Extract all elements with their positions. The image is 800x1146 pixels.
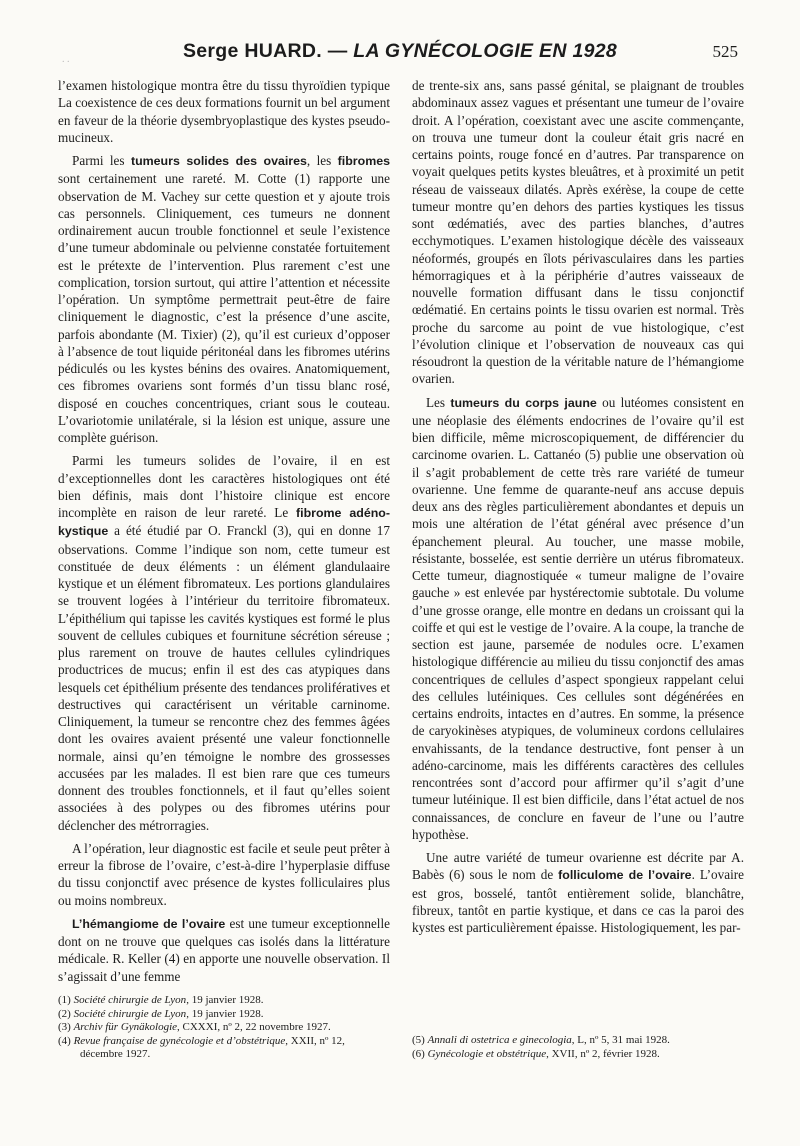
footnotes-left: [58, 994, 390, 1062]
footnote: (4) Revue française de gynécologie et d’obstétrique, XXII, nº 12, décembre 1927.: [58, 1034, 345, 1061]
footnotes-right: [412, 1034, 744, 1061]
paragraph: Une autre variété de tumeur ovarienne est décrite par A. Babès (6) sous le nom de folliculome de l’ovaire. L’ovaire est gros, bosselé, tantôt entièrement solide, blanchâtre, fibreux, tantôt en partie kystique, et dans ce cas la paroi des kystes est particulièrement épaisse. Histologiquement, les par-: [412, 850, 745, 935]
running-title: [0, 40, 800, 63]
footnote: (1) Société chirurgie de Lyon, 19 janvier 1928.: [58, 994, 264, 1006]
left-column: [58, 77, 390, 985]
paragraph: Parmi les tumeurs solides de l’ovaire, il en est d’exceptionnelles dont les caractères histologiques ont été bien définis, mais dont l’histoire clinique est encore incomplète en raison de leur rareté. Le fibrome adéno-kystique a été étudié par O. Franckl (3), qui en donne 17 observations. Comme l’indique son nom, cette tumeur est constituée de deux éléments : un élément glandulaaire kystique et un élément fibromateux. Les portions glandulaires se trouvent logées à l’intérieur du territoire fibromateux. L’épithélium qui tapisse les cavités kystiques est formé le plus souvent de cellules cubiques et fournitune sécrétion séreuse ; plus rarement on trouve de hautes cellules cylindriques productrices de mucus; enfin il est des cas atypiques dans lesquels cet épithélium présente des tendances prolifératives et destructives qui caractérisent un véritable carninome. Cliniquement, la tumeur se rencontre chez des femmes âgées dont les ovaires avaient présenté une valeur fonctionnelle normale, ainsi qu’en témoigne le nombre des grossesses accusées par les malades. Il est bien rare que ces tumeurs donnent des troubles fonctionnels, et il faut qu’elles soient associées à des polypes ou des fibromes utérins pour déclencher des métrorragies.: [58, 453, 390, 833]
bold-term: fibrome adéno-kystique: [58, 506, 390, 539]
footnote: (6) Gynécologie et obstétrique, XVII, nº 2, février 1928.: [412, 1047, 660, 1060]
footnote: (2) Société chirurgie de Lyon, 19 janvier 1928.: [58, 1007, 264, 1020]
paragraph: de trente-six ans, sans passé génital, se plaignant de troubles abdominaux assez vagues et présentant une tumeur de l’ovaire droit. A l’opération, coexistant avec une ascite commençante, on trouva une tumeur dont la couleur était gris nacré en certains points, rouge foncé en d’autres. Par transparence on voyait quelques petits kystes bleuâtres, et à proximité un petit réseau de vaisseaux dilatés. Après exérèse, la coupe de cette tumeur montre qu’en dehors des parties kystiques les tissus sont œdématiés, avec des parties blanches, d’autres ecchymotiques. L’examen histologique décèle des vaisseaux néoformés, groupés en îlots périvasculaires dans les parties hémorragiques et à la périphérie d’autres vaisseaux de nouvelle formation diffusant dans le tissu conjonctif œdématié. En certains points le tissu ovarien est normal. Très proche du sarcome au point de vue histologique, c’est l’évolution clinique et l’observation de nouveaux cas qui résoudront la question de la véritable nature de l’hémangiome ovarien.: [412, 78, 744, 387]
bold-term: fibromes: [337, 154, 390, 168]
bold-term: tumeurs du corps jaune: [450, 395, 597, 410]
page-number: 525: [712, 42, 738, 61]
bold-term: tumeurs solides des ovaires: [130, 154, 307, 168]
footnote: (3) Archiv für Gynäkologie, CXXXI, nº 2, 22 novembre 1927.: [58, 1021, 331, 1034]
bold-term: L’hémangiome de l’ovaire: [72, 916, 226, 931]
paragraph: L’hémangiome de l’ovaire est une tumeur exceptionnelle dont on ne trouve que quelques cas isolés dans la littérature médicale. R. Keller (4) en apporte une nouvelle observation. Il s’agissait d’une femme: [58, 915, 390, 984]
paragraph: l’examen histologique montra être du tissu thyroïdien typique La coexistence de ces deux formations fournit un bel argument en faveur de la théorie dysembryoplastique des kystes pseudo-mucineux.: [58, 78, 390, 145]
header-separator: —: [322, 40, 354, 62]
header-journal-title: LA GYNÉCOLOGIE EN 1928: [353, 40, 618, 62]
paragraph: Les tumeurs du corps jaune ou lutéomes consistent en une néoplasie des éléments endocrines de l’ovaire qu’il est bien difficile, même microscopiquement, de différencier du carcinome ovarien. L. Cattanéo (5) publie une observation où il s’agit probablement de cette très rare variété de tumeur ovarienne. Une femme de quarante-neuf ans accuse depuis deux ans des règles particulièrement abondantes et depuis un mois une altération de l’état général avec présence d’un épanchement pleural. Au toucher, une masse mobile, résistante, bosselée, est sentie derrière un utérus fibromateux. Cette tumeur, diagnostiquée « tumeur maligne de l’ovaire gauche » est enlevée par hystérectomie subtotale. Du volume d’une grosse orange, elle montre en dedans un croissant qui la coiffe et qui est le vestige de l’ovaire. A la coupe, la tranche de section est jaune, parsemée de nodules ocre. L’examen histologique différencie au milieu du tissu conjonctif des amas concentriques de cellules d’aspect spongieux rappelant celui des cellules lutéiniques. Ces cellules sont dégénérées en certains endroits, intactes en d’autres. En somme, la présence de caryokinèses atypiques, de volumineux cordons cellulaires envahissants, de la tendance destructive, font penser à un adéno-carcinome, mais les différents caractères des cellules rencontrées sont d’accord pour affirmer qu’il s’agit d’une tumeur lutéinique. Il est bien difficile, dans l’état actuel de nos connaissances, de conclure en faveur de l’une ou l’autre hypothèse.: [412, 394, 744, 842]
bold-term: folliculome de l’ovaire: [558, 868, 692, 883]
page-header: [0, 40, 800, 70]
paragraph: A l’opération, leur diagnostic est facile et seule peut prêter à erreur la fibrose de l’ovaire, c’est-à-dire l’hyperplasie diffuse du tissu conjonctif avec présence de kystes folliculaires plus ou moins nombreux.: [58, 840, 390, 908]
header-dots: . .: [62, 54, 70, 65]
header-author: Serge HUARD.: [182, 40, 322, 62]
paragraph: Parmi les tumeurs solides des ovaires, les fibromes sont certainement une rareté. M. Cotte (1) rapporte une observation de M. Vachey sur cette question et y ajoute trois cas personnels. Cliniquement, ces tumeurs ne donnent ordinairement aucun trouble fonctionnel et seule l’existence d’une tumeur abdominale ou pelvienne constatée fortuitement est le prétexte de l’intervention. Plus rarement c’est une complication, torsion surtout, qui attire l’attention et nécessite l’opération. Un symptôme permettrait peut-être de faire cliniquement le diagnostic, c’est la présence d’une ascite, parfois abondante (M. Tixier) (2), qu’il est curieux d’opposer à l’absence de tout liquide péritonéal dans les fibromes utérins pédiculés ou les kystes bénins des ovaires. Anatomiquement, ces fibromes ovariens sont formés d’un tissu blanc rosé, disposé en couches concentriques, criant sous le couteau. L’ovariotomie unilatérale, si la lésion est unique, assure une complète guérison.: [58, 153, 390, 445]
footnote: (5) Annali di ostetrica e ginecologia, L, nº 5, 31 mai 1928.: [412, 1034, 670, 1046]
right-column: [412, 77, 744, 936]
